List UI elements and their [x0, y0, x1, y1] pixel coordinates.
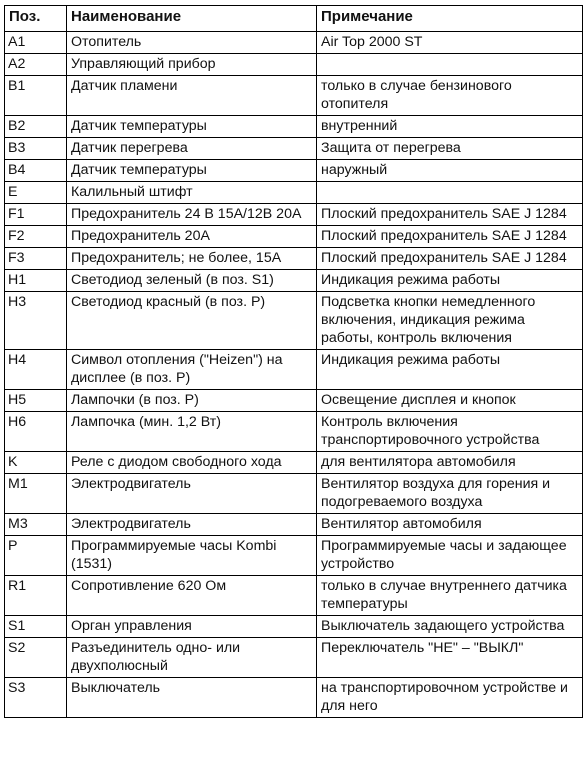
cell-pos: M3 [5, 514, 67, 536]
header-pos: Поз. [5, 6, 67, 32]
table-row [5, 536, 583, 576]
cell-note: Индикация режима работы [317, 350, 583, 390]
component-table [4, 5, 583, 718]
cell-pos: A2 [5, 54, 67, 76]
cell-note: Подсветка кнопки немедленного включения, индикация режима работы, контроль включения [317, 292, 583, 350]
table-row [5, 616, 583, 638]
cell-pos: S2 [5, 638, 67, 678]
table-row [5, 138, 583, 160]
cell-note: Выключатель задающего устройства [317, 616, 583, 638]
cell-name: Светодиод зеленый (в поз. S1) [67, 270, 317, 292]
cell-name: Орган управления [67, 616, 317, 638]
table-header [5, 6, 583, 32]
table-row [5, 270, 583, 292]
cell-name: Сопротивление 620 Ом [67, 576, 317, 616]
cell-pos: B1 [5, 76, 67, 116]
table-row [5, 182, 583, 204]
table-row [5, 54, 583, 76]
header-name: Наименование [67, 6, 317, 32]
cell-note: Плоский предохранитель SAE J 1284 [317, 248, 583, 270]
table-row [5, 292, 583, 350]
table-row [5, 116, 583, 138]
cell-pos: H4 [5, 350, 67, 390]
cell-pos: E [5, 182, 67, 204]
cell-name: Калильный штифт [67, 182, 317, 204]
cell-note: Вентилятор воздуха для горения и подогреваемого воздуха [317, 474, 583, 514]
table-row [5, 678, 583, 718]
cell-name: Отопитель [67, 32, 317, 54]
table-row [5, 226, 583, 248]
cell-note: наружный [317, 160, 583, 182]
cell-pos: F3 [5, 248, 67, 270]
cell-note: для вентилятора автомобиля [317, 452, 583, 474]
cell-pos: A1 [5, 32, 67, 54]
table-row [5, 412, 583, 452]
table-row [5, 350, 583, 390]
cell-note: только в случае бензинового отопителя [317, 76, 583, 116]
cell-pos: S1 [5, 616, 67, 638]
cell-note: Плоский предохранитель SAE J 1284 [317, 204, 583, 226]
cell-name: Программируемые часы Kombi (1531) [67, 536, 317, 576]
cell-pos: F2 [5, 226, 67, 248]
cell-name: Датчик температуры [67, 116, 317, 138]
table-row [5, 474, 583, 514]
cell-name: Лампочки (в поз. P) [67, 390, 317, 412]
cell-name: Датчик температуры [67, 160, 317, 182]
cell-pos: B2 [5, 116, 67, 138]
cell-pos: B3 [5, 138, 67, 160]
cell-name: Датчик перегрева [67, 138, 317, 160]
cell-note: Контроль включения транспортировочного устройства [317, 412, 583, 452]
header-row [5, 6, 583, 32]
cell-note: Air Top 2000 ST [317, 32, 583, 54]
cell-note: Защита от перегрева [317, 138, 583, 160]
cell-name: Предохранитель; не более, 15A [67, 248, 317, 270]
cell-note: Программируемые часы и задающее устройство [317, 536, 583, 576]
cell-pos: H3 [5, 292, 67, 350]
cell-pos: M1 [5, 474, 67, 514]
cell-name: Предохранитель 24 В 15A/12В 20A [67, 204, 317, 226]
cell-name: Лампочка (мин. 1,2 Вт) [67, 412, 317, 452]
cell-name: Разъединитель одно- или двухполюсный [67, 638, 317, 678]
cell-pos: H6 [5, 412, 67, 452]
cell-name: Выключатель [67, 678, 317, 718]
table-row [5, 160, 583, 182]
cell-pos: F1 [5, 204, 67, 226]
cell-note: Освещение дисплея и кнопок [317, 390, 583, 412]
cell-note: Переключатель "НЕ" – "ВЫКЛ" [317, 638, 583, 678]
cell-note: Плоский предохранитель SAE J 1284 [317, 226, 583, 248]
table-row [5, 248, 583, 270]
table-row [5, 76, 583, 116]
cell-name: Символ отопления ("Heizen") на дисплее (в поз. P) [67, 350, 317, 390]
cell-pos: H5 [5, 390, 67, 412]
cell-pos: K [5, 452, 67, 474]
cell-name: Датчик пламени [67, 76, 317, 116]
cell-pos: S3 [5, 678, 67, 718]
cell-pos: H1 [5, 270, 67, 292]
table-row [5, 452, 583, 474]
cell-name: Электродвигатель [67, 474, 317, 514]
cell-name: Управляющий прибор [67, 54, 317, 76]
table-row [5, 576, 583, 616]
cell-note: на транспортировочном устройстве и для него [317, 678, 583, 718]
table-row [5, 204, 583, 226]
cell-pos: R1 [5, 576, 67, 616]
cell-note [317, 54, 583, 76]
cell-name: Реле с диодом свободного хода [67, 452, 317, 474]
table-row [5, 390, 583, 412]
cell-note: только в случае внутреннего датчика температуры [317, 576, 583, 616]
table-row [5, 514, 583, 536]
table-row [5, 32, 583, 54]
cell-name: Светодиод красный (в поз. P) [67, 292, 317, 350]
cell-note: Индикация режима работы [317, 270, 583, 292]
cell-pos: P [5, 536, 67, 576]
table-body [5, 32, 583, 718]
cell-pos: B4 [5, 160, 67, 182]
cell-note: внутренний [317, 116, 583, 138]
table-row [5, 638, 583, 678]
cell-name: Предохранитель 20A [67, 226, 317, 248]
cell-note [317, 182, 583, 204]
cell-name: Электродвигатель [67, 514, 317, 536]
cell-note: Вентилятор автомобиля [317, 514, 583, 536]
header-note: Примечание [317, 6, 583, 32]
